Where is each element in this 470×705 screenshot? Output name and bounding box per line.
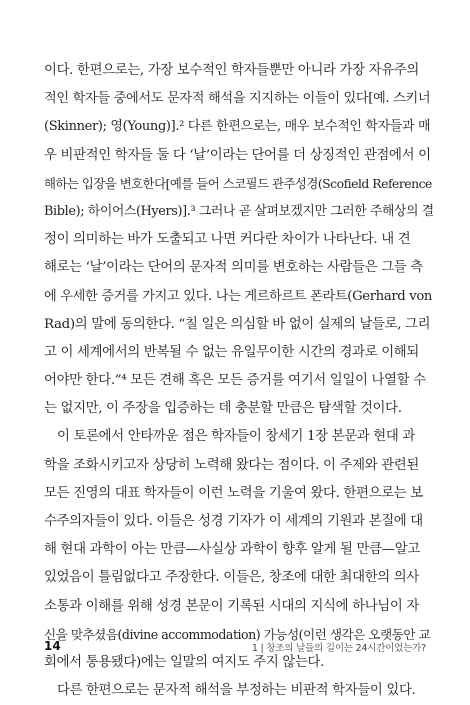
text-line: 수주의자들이 있다. 이들은 성경 기자가 이 세계의 기원과 본질에 대 [44,514,423,529]
page-footer [44,639,426,659]
running-head: 1 | 창조의 날들의 길이는 24시간이었는가? [251,643,426,654]
text-line: 고 이 세계에서의 반복될 수 없는 유일무이한 시간의 경과로 이해되 [44,344,419,360]
text-line: 학을 조화시키고자 상당히 노력해 왔다는 점이다. 이 주제와 관련된 [44,457,419,473]
text-line: 모든 진영의 대표 학자들이 이런 노력을 기울여 왔다. 한편으로는 보 [44,485,423,501]
text-line: 있었음이 틀림없다고 주장한다. 이들은, 창조에 대한 최대한의 의사 [44,570,419,586]
text-line: 우 비판적인 학자들 둘 다 ‘날’이라는 단어를 더 상징적인 관점에서 이 [44,147,431,163]
text-line: 해하는 입장을 변호한다[예를 들어 스코필드 관주성경(Scofield Reference [44,175,432,191]
text-line: Rad)의 말에 동의한다. “칠 일은 의심할 바 없이 실제의 날들로, 그리 [44,316,431,332]
text-line: 적인 학자들 중에서도 문자적 해석을 지지하는 이들이 있다[예. 스키너 [44,91,431,107]
text-line: 는 없지만, 이 주장을 입증하는 데 충분할 만큼은 탐색할 것이다. [44,401,402,417]
text-line: 정이 의미하는 바가 도출되고 나면 커다란 차이가 나타난다. 내 견 [44,232,411,248]
text-line: 해 현대 과학이 아는 만큼—사실상 과학이 향후 알게 될 만큼—알고 [44,542,420,558]
text-line: (Skinner); 영(Young)].² 다른 한편으로는, 매우 보수적인 학자들과 매 [44,119,431,135]
text-line: 이다. 한편으로는, 가장 보수적인 학자들뿐만 아니라 가장 자유주의 [44,63,419,78]
text-line: 소통과 이해를 위해 성경 본문이 기록된 시대의 지식에 하나님이 자 [44,598,419,614]
page-number: 14 [44,639,61,653]
text-line: 신을 맞추셨음(divine accommodation) 가능성(이런 생각은 오랫동안 교 [44,626,431,642]
text-line: Bible); 하이어스(Hyers)].³ 그러나 곧 살펴보겠지만 그러한 주해상의 결 [44,203,434,219]
text-line: 에 우세한 증거를 가지고 있다. 나는 게르하르트 폰라트(Gerhard von [44,288,433,304]
body-text [44,57,434,705]
text-line: 어야만 한다.”⁴ 모든 견해 혹은 모든 증거를 여기서 일일이 나열할 수 [44,373,426,389]
paragraph-first-line: 이 토론에서 안타까운 점은 학자들이 창세기 1장 본문과 현대 과 [57,429,415,445]
text-line: 회에서 통용됐다)에는 일말의 여지도 주지 않는다. [44,654,325,670]
paragraph-first-line: 다른 한편으로는 문자적 해석을 부정하는 비판적 학자들이 있다. [57,683,416,699]
text-line: 해로는 ‘날’이라는 단어의 문자적 의미를 변호하는 사람들은 그들 측 [44,260,423,276]
